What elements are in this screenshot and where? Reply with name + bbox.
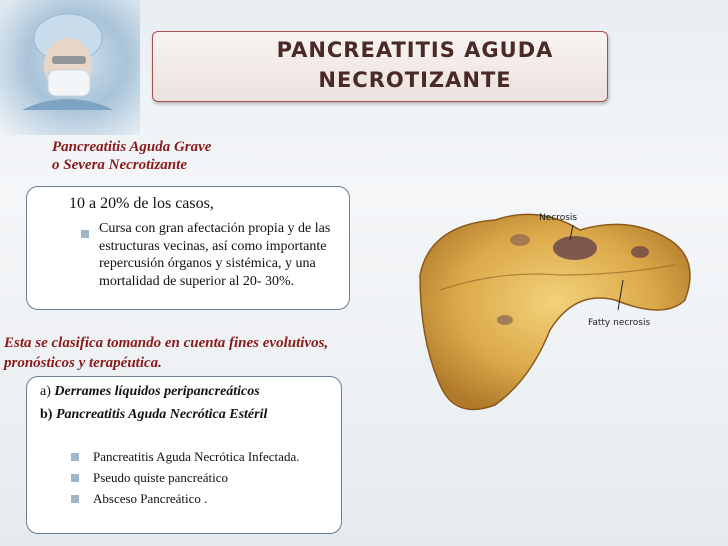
bullet-square-icon: [71, 495, 79, 503]
section-subtitle: [52, 138, 211, 174]
classification-text: Esta se clasifica tomando en cuenta fines evolutivos, pronósticos y terapéutica.: [4, 335, 329, 371]
item-a-prefix: a): [40, 384, 55, 399]
title-line-1: PANCREATITIS AGUDA: [276, 38, 554, 62]
item-b-prefix: b): [40, 407, 56, 422]
cases-box: [26, 186, 350, 310]
list-item: [71, 449, 299, 470]
title-box: [152, 31, 608, 102]
fatty-necrosis-label: Fatty necrosis: [588, 318, 651, 328]
cases-heading: 10 a 20% de los casos,: [69, 195, 214, 212]
doctor-illustration: [22, 8, 114, 110]
sub-list: [71, 449, 299, 512]
list-item-text: Pseudo quiste pancreático: [93, 470, 229, 485]
doctor-photo: [0, 0, 140, 135]
item-b-text: Pancreatitis Aguda Necrótica Estéril: [55, 407, 268, 422]
item-a: [40, 384, 260, 400]
subtitle-line-2: o Severa Necrotizante: [52, 157, 187, 173]
bullet-square-icon: [81, 230, 89, 238]
title-line-2: NECROTIZANTE: [318, 68, 512, 92]
list-item: [71, 491, 299, 512]
item-a-text: Derrames líquidos peripancreáticos: [54, 384, 260, 399]
bullet-square-icon: [71, 453, 79, 461]
necrosis-label: Necrosis: [539, 213, 578, 223]
list-item-text: Absceso Pancreático .: [93, 491, 208, 506]
list-item: [71, 470, 299, 491]
cases-bullet-text: Cursa con gran afectación propia y de las estructuras vecinas, así como importante repercusión órganos y sistémica, y una mortalidad de superior al 20- 30%.: [99, 221, 331, 289]
item-b: [40, 407, 267, 423]
pancreas-illustration: [400, 180, 705, 420]
classification-box: [26, 376, 342, 534]
subtitle-line-1: Pancreatitis Aguda Grave: [52, 139, 212, 155]
list-item-text: Pancreatitis Aguda Necrótica Infectada.: [93, 449, 300, 464]
bullet-square-icon: [71, 474, 79, 482]
